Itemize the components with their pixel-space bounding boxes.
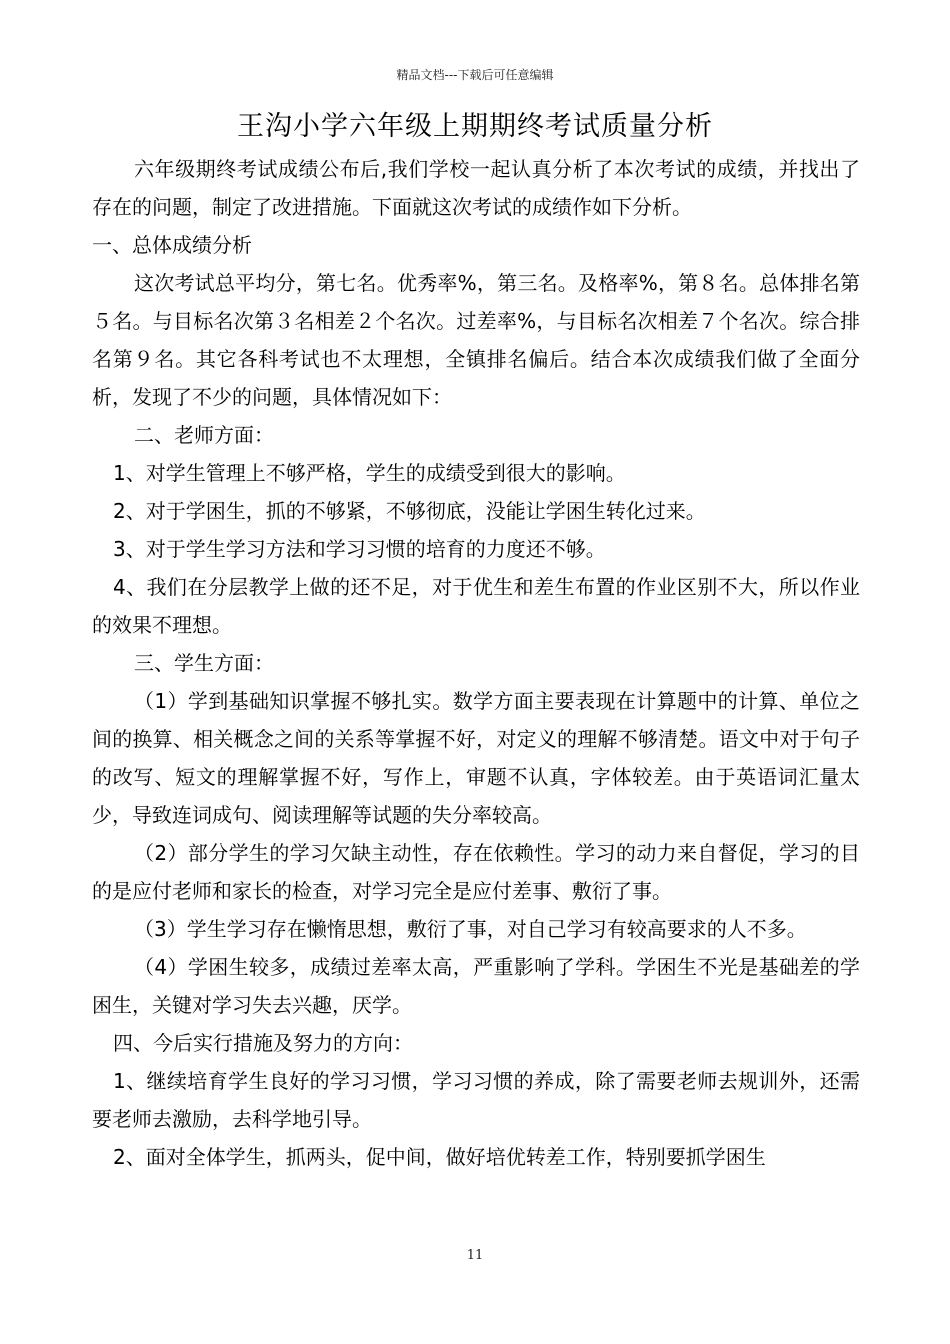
list-item-teacher-1: 1、对学生管理上不够严格，学生的成绩受到很大的影响。 xyxy=(113,461,626,485)
section-heading-measures: 四、今后实行措施及努力的方向： xyxy=(113,1031,413,1055)
paragraph-overall-results: 这次考试总平均分，第七名。优秀率%，第三名。及格率%，第８名。总体排名第５名。与目标名次第３名相差２个名次。过差率%，与目标名次相差７个名次。综合排名第９名。其它各科考试也不太理想，全镇排名偏后。结合本次成绩我们做了全面分析，发现了不少的问题，具体情况如下： xyxy=(92,271,860,409)
list-item-student-4: （4）学困生较多，成绩过差率太高，严重影响了学科。学困生不光是基础差的学困生，关键对学习失去兴趣，厌学。 xyxy=(92,955,860,1017)
list-item-student-2: （2）部分学生的学习欠缺主动性，存在依赖性。学习的动力来自督促，学习的目的是应付老师和家长的检查，对学习完全是应付差事、敷衍了事。 xyxy=(92,841,860,903)
section-heading-teachers: 二、老师方面： xyxy=(134,423,274,447)
paragraph-intro: 六年级期终考试成绩公布后,我们学校一起认真分析了本次考试的成绩，并找出了存在的问题，制定了改进措施。下面就这次考试的成绩作如下分析。 xyxy=(92,157,860,219)
page-number: 11 xyxy=(466,1248,484,1263)
section-heading-students: 三、学生方面： xyxy=(134,651,274,675)
list-item-teacher-4: 4、我们在分层教学上做的还不足，对于优生和差生布置的作业区别不大，所以作业的效果不理想。 xyxy=(92,575,860,637)
list-item-measure-1: 1、继续培育学生良好的学习习惯，学习习惯的养成，除了需要老师去规训外，还需要老师去激励，去科学地引导。 xyxy=(92,1069,860,1131)
list-item-student-3: （3）学生学习存在懒惰思想，敷衍了事，对自己学习有较高要求的人不多。 xyxy=(134,917,807,941)
list-item-teacher-2: 2、对于学困生，抓的不够紧，不够彻底，没能让学困生转化过来。 xyxy=(113,499,706,523)
list-item-teacher-3: 3、对于学生学习方法和学习习惯的培育的力度还不够。 xyxy=(113,537,606,561)
document-title: 王沟小学六年级上期期终考试质量分析 xyxy=(237,111,713,142)
page-header: 精品文档---下载后可任意编辑 xyxy=(396,68,554,82)
list-item-measure-2: 2、面对全体学生，抓两头，促中间，做好培优转差工作，特别要抓学困生 xyxy=(113,1145,766,1169)
section-heading-overall: 一、总体成绩分析 xyxy=(92,233,252,257)
list-item-student-1: （1）学到基础知识掌握不够扎实。数学方面主要表现在计算题中的计算、单位之间的换算、相关概念之间的关系等掌握不好，对定义的理解不够清楚。语文中对于句子的改写、短文的理解掌握不好，写作上，审题不认真，字体较差。由于英语词汇量太少，导致连词成句、阅读理解等试题的失分率较高。 xyxy=(92,689,860,827)
document-body xyxy=(92,150,860,1176)
